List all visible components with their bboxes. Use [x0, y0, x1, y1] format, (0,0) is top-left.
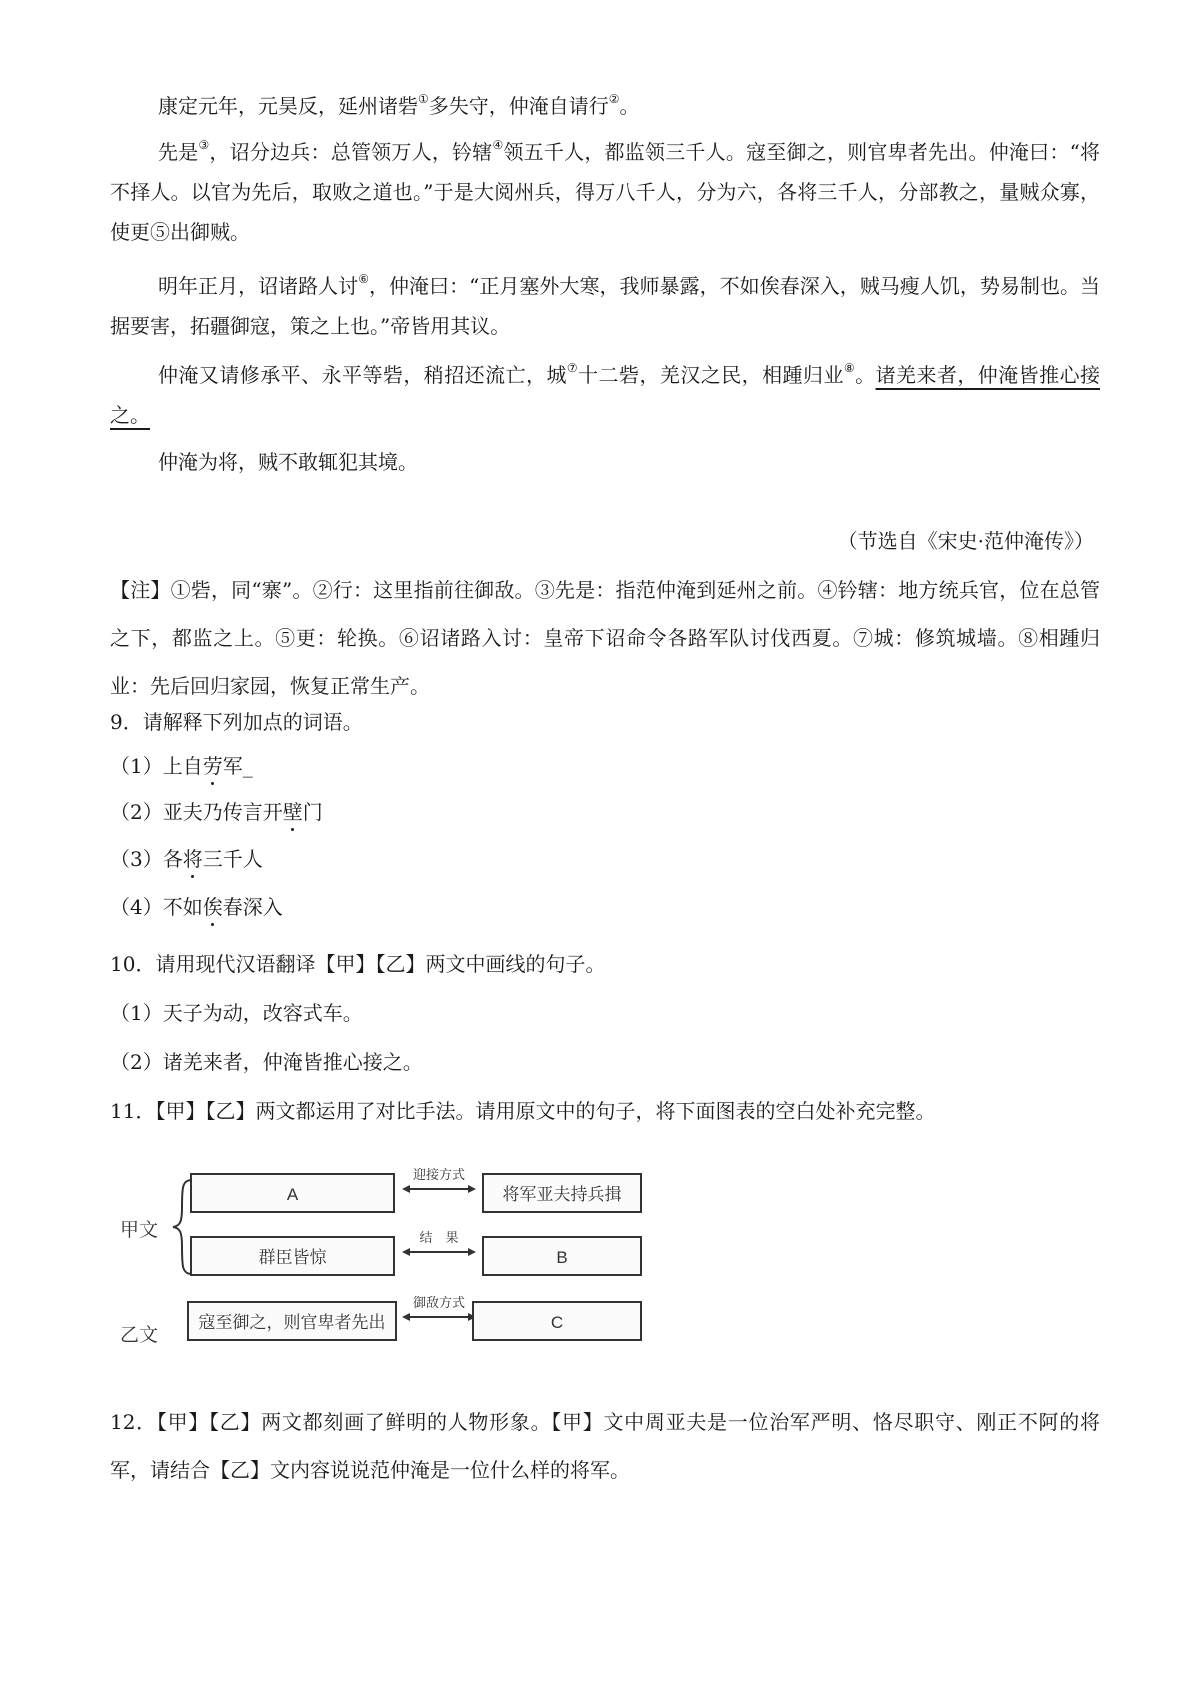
- dotted-word: 俟: [202, 895, 223, 919]
- question-9-title: 9．请解释下列加点的词语。: [110, 710, 363, 734]
- arrow-label-3: 御敌方式: [412, 1296, 465, 1311]
- yi-label: 乙文: [120, 1324, 159, 1346]
- question-12: 12．【甲】【乙】两文都刻画了鲜明的人物形象。【甲】文中周亚夫是一位治军严明、恪尽职守、刚正不阿的将军，请结合【乙】文内容说说范仲淹是一位什么样的将军。: [110, 1410, 1100, 1482]
- question-9-item-3: （3）各将三千人: [110, 847, 263, 871]
- question-9-item-1: （1）上自劳军_: [110, 754, 253, 778]
- question-10-item-2: （2）诸羌来者，仲淹皆推心接之。: [110, 1050, 423, 1074]
- box-c: C: [472, 1301, 642, 1341]
- comparison-diagram: [112, 1160, 692, 1380]
- question-9-item-2: （2）亚夫乃传言开壁门: [110, 800, 323, 824]
- annotation-notes: 【注】①砦，同“寨”。②行：这里指前往御敌。③先是：指范仲淹到延州之前。④钤辖：地方统兵官，位在总管之下，都监之上。⑤更：轮换。⑥诏诸路入讨：皇帝下诏命令各路军队讨伐西夏。⑦城：修筑城墙。⑧相踵归业：先后回归家园，恢复正常生产。: [110, 578, 1100, 698]
- passage-paragraph-3: 明年正月，诏诸路人讨⑥，仲淹曰：“正月塞外大寒，我师暴露，不如俟春深入，贼马瘦人饥，势易制也。当据要害，拓疆御寇，策之上也。”帝皆用其议。: [110, 272, 1100, 338]
- double-arrow-icon: [402, 1247, 476, 1257]
- box-a: A: [190, 1173, 395, 1213]
- question-11-title: 11．【甲】【乙】两文都运用了对比手法。请用原文中的句子，将下面图表的空白处补充完整。: [110, 1099, 936, 1123]
- passage-paragraph-4: 仲淹又请修承平、永平等砦，稍招还流亡，城⑦十二砦，羌汉之民，相踵归业⑧。诸羌来者，仲淹皆推心接之。: [110, 361, 1101, 427]
- dotted-word: 壁: [282, 800, 303, 824]
- box-b: B: [482, 1236, 642, 1276]
- box-row2-left: 群臣皆惊: [190, 1236, 395, 1276]
- question-9-item-4: （4）不如俟春深入: [110, 895, 283, 919]
- double-arrow-icon: [402, 1184, 476, 1194]
- question-10-item-1: （1）天子为动，改容式车。: [110, 1001, 363, 1025]
- passage-paragraph-1: 康定元年，元昊反，延州诸砦①多失守，仲淹自请行②。: [158, 92, 640, 118]
- passage-paragraph-2: 先是③，诏分边兵：总管领万人，钤辖④领五千人，都监领三千人。寇至御之，则官卑者先出。仲淹曰：“将不择人。以官为先后，取败之道也。”于是大阅州兵，得万八千人，分为六，各将三千人，分部教之，量贼众寡，使更⑤出御贼。: [110, 138, 1101, 244]
- box-row1-right: 将军亚夫持兵揖: [482, 1173, 642, 1213]
- passage-source: （节选自《宋史·范仲淹传》）: [837, 529, 1094, 553]
- question-10-title: 10．请用现代汉语翻译【甲】【乙】两文中画线的句子。: [110, 952, 606, 976]
- arrow-label-2: 结 果: [419, 1231, 459, 1246]
- box-row3-left: 寇至御之，则官卑者先出: [187, 1301, 397, 1341]
- passage-paragraph-5: 仲淹为将，贼不敢辄犯其境。: [158, 450, 418, 474]
- arrow-label-1: 迎接方式: [412, 1168, 465, 1183]
- double-arrow-icon: [402, 1312, 476, 1322]
- jia-label: 甲文: [120, 1219, 159, 1241]
- dotted-word: 劳: [202, 754, 223, 778]
- dotted-word: 将: [182, 847, 203, 871]
- underlined-sentence: 诸羌来者，仲淹皆推心接之。: [110, 363, 1101, 427]
